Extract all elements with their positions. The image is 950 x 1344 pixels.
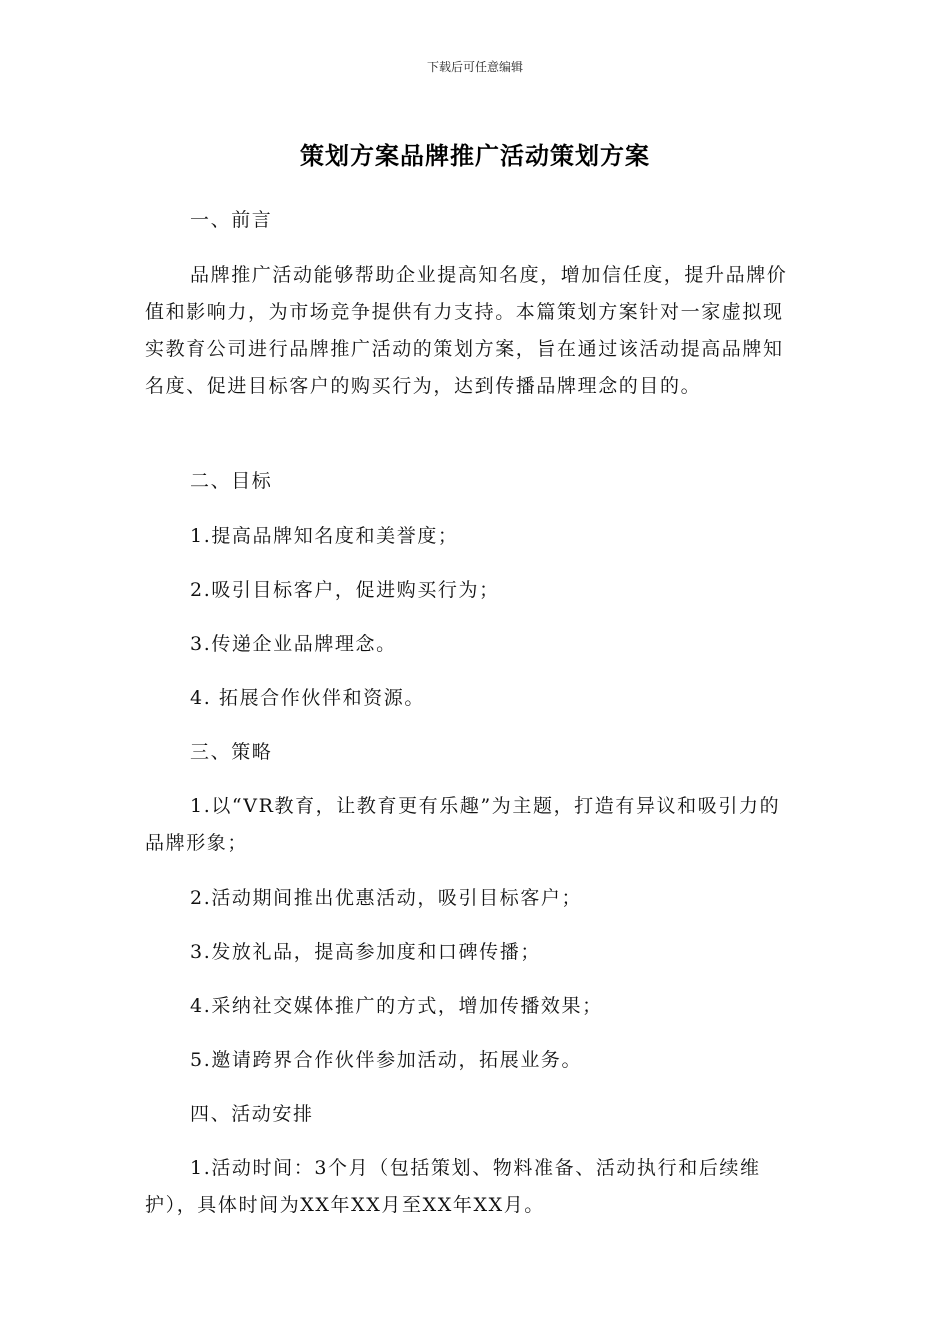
- section-heading-strategy: 三、策略: [190, 741, 273, 763]
- section-heading-schedule: 四、活动安排: [190, 1103, 314, 1125]
- paragraph-preface: 品牌推广活动能够帮助企业提高知名度，增加信任度，提升品牌价值和影响力，为市场竞争提供有力支持。本篇策划方案针对一家虚拟现实教育公司进行品牌推广活动的策划方案，旨在通过该活动提高品牌知名度、促进目标客户的购买行为，达到传播品牌理念的目的。: [145, 264, 788, 397]
- header-note: 下载后可任意编辑: [426, 60, 523, 74]
- list-item-strategy-5: 5.邀请跨界合作伙伴参加活动，拓展业务。: [190, 1049, 583, 1071]
- section-heading-preface: 一、前言: [190, 209, 273, 231]
- list-item-schedule-1: 1.活动时间：3个月（包括策划、物料准备、活动执行和后续维护），具体时间为XX年XX月至XX年XX月。: [145, 1157, 761, 1216]
- list-item-goal-4: 4. 拓展合作伙伴和资源。: [190, 687, 425, 709]
- list-item-strategy-1: 1.以“VR教育，让教育更有乐趣”为主题，打造有异议和吸引力的品牌形象；: [145, 795, 781, 854]
- list-item-goal-3: 3.传递企业品牌理念。: [190, 633, 397, 655]
- list-item-strategy-3: 3.发放礼品，提高参加度和口碑传播；: [190, 941, 541, 963]
- list-item-goal-2: 2.吸引目标客户，促进购买行为；: [190, 579, 500, 601]
- list-item-strategy-2: 2.活动期间推出优惠活动，吸引目标客户；: [190, 887, 583, 909]
- document-title: 策划方案品牌推广活动策划方案: [300, 142, 650, 170]
- section-heading-goals: 二、目标: [190, 470, 273, 492]
- list-item-strategy-4: 4.采纳社交媒体推广的方式，增加传播效果；: [190, 995, 603, 1017]
- list-item-goal-1: 1.提高品牌知名度和美誉度；: [190, 525, 459, 547]
